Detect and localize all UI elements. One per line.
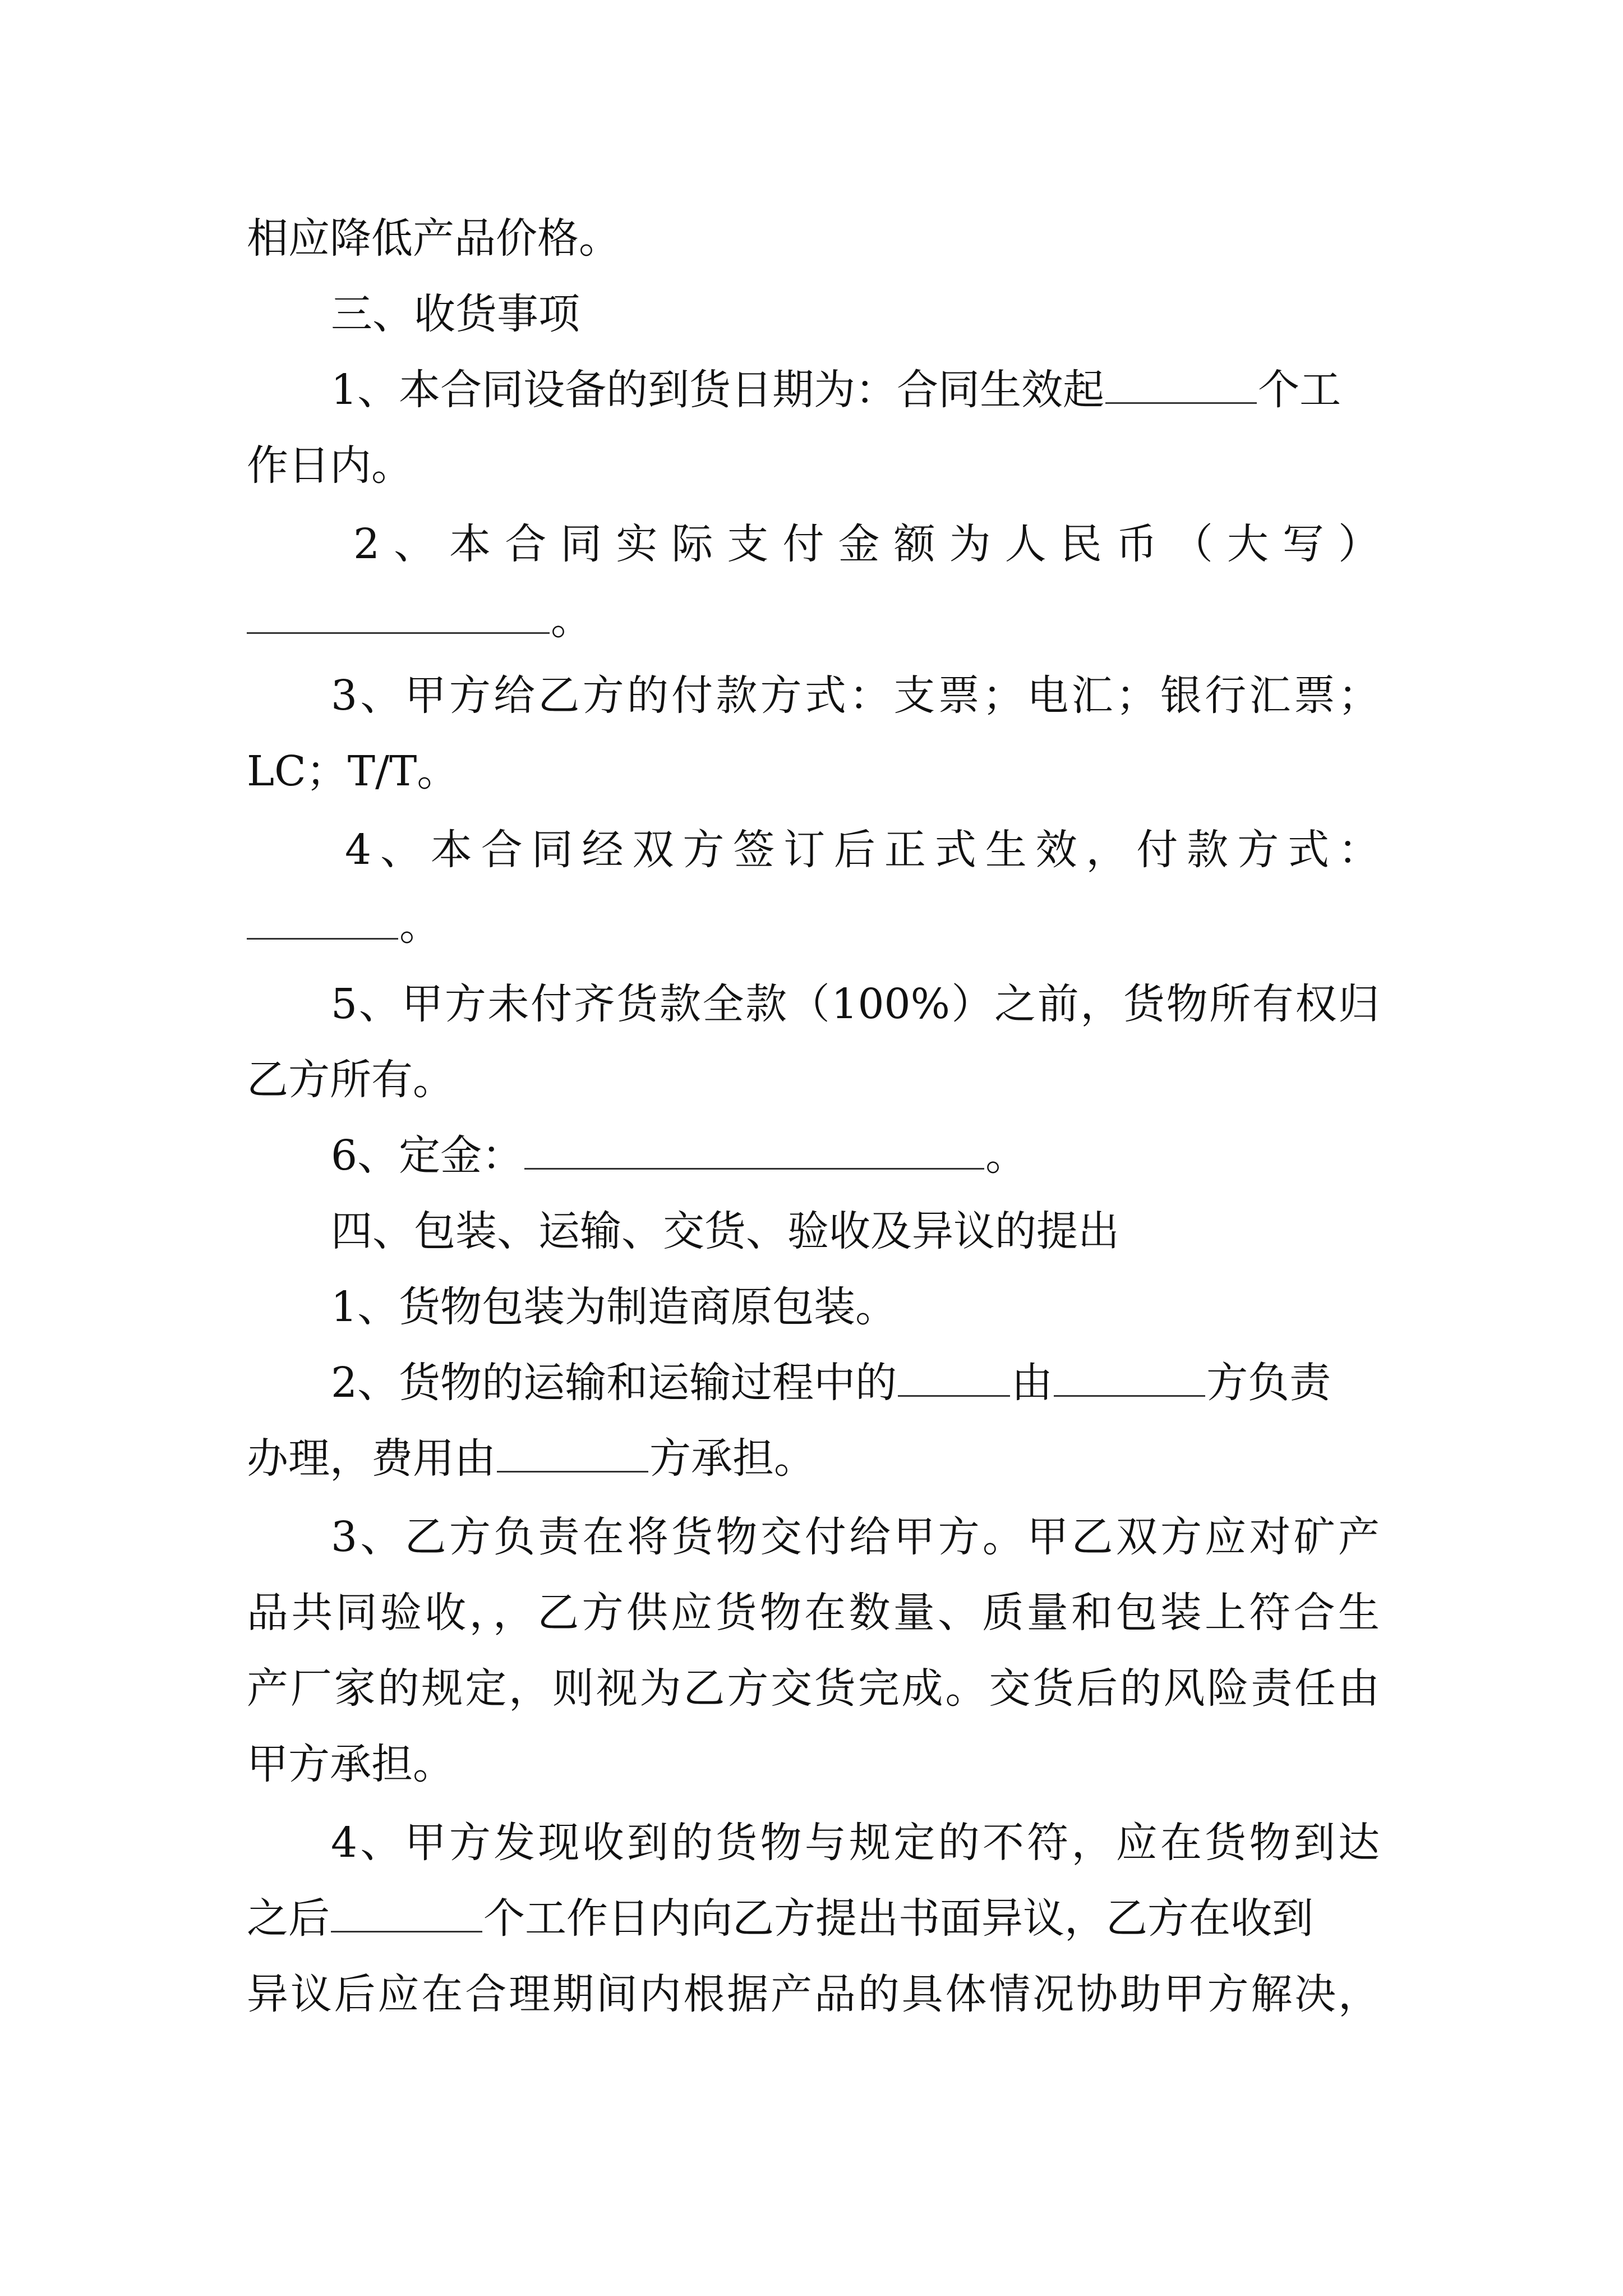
fill-blank[interactable] <box>1054 1359 1205 1397</box>
text-line <box>247 1585 1380 1641</box>
text: 5、甲方未付齐货款全款（100%）之前，货物所有权归 <box>331 980 1380 1028</box>
text: 相应降低产品价格。 <box>247 214 620 263</box>
heading-text: 三、收货事项 <box>331 290 580 338</box>
text: LC；T/T。 <box>247 747 459 795</box>
text: 办理，费用由 <box>247 1434 496 1483</box>
text-line <box>247 1052 1380 1108</box>
text: 3、甲方给乙方的付款方式：支票；电汇；银行汇票； <box>331 671 1380 720</box>
text-line <box>247 592 1380 648</box>
fill-blank[interactable] <box>331 1895 482 1932</box>
text-line <box>247 1890 1380 1947</box>
section-heading-3 <box>331 286 1380 342</box>
text: 1、本合同设备的到货日期为：合同生效起 <box>331 366 1105 414</box>
text-line <box>345 822 1380 878</box>
section-heading-4 <box>331 1203 1380 1259</box>
text-line <box>331 976 1380 1032</box>
text-line <box>247 438 1380 494</box>
fill-blank[interactable] <box>898 1359 1010 1397</box>
text-line <box>331 1355 1380 1411</box>
text: 个工 <box>1258 366 1341 414</box>
text-line <box>331 668 1380 724</box>
text-line <box>247 1660 1380 1717</box>
text-line <box>331 1279 1380 1335</box>
text: 异议后应在合理期间内根据产品的具体情况协助甲方解决， <box>247 1970 1380 2018</box>
text: 品共同验收，，乙方供应货物在数量、质量和包装上符合生 <box>247 1589 1380 1637</box>
text: 4、甲方发现收到的货物与规定的不符，应在货物到达 <box>331 1819 1380 1867</box>
text-line <box>331 362 1380 418</box>
text-line <box>247 743 1380 799</box>
text: 产厂家的规定，则视为乙方交货完成。交货后的风险责任由 <box>247 1664 1380 1713</box>
fill-blank[interactable] <box>497 1435 648 1473</box>
text-line <box>331 1509 1380 1565</box>
text: 甲方承担。 <box>247 1740 454 1788</box>
heading-text: 四、包装、运输、交货、验收及异议的提出 <box>331 1207 1119 1255</box>
fill-blank[interactable] <box>247 902 398 940</box>
text: 方承担。 <box>649 1434 815 1483</box>
text-line <box>331 1815 1380 1871</box>
text: 。 <box>399 901 441 950</box>
text-line <box>247 1736 1380 1792</box>
text: 4、本合同经双方签订后正式生效，付款方式： <box>345 826 1380 874</box>
text-line <box>331 1128 1380 1184</box>
text: 2、货物的运输和运输过程中的 <box>331 1359 897 1407</box>
text: 3、乙方负责在将货物交付给甲方。甲乙双方应对矿产 <box>331 1513 1380 1561</box>
text: 方负责 <box>1206 1359 1331 1407</box>
text: 乙方所有。 <box>247 1056 454 1104</box>
text: 6、定金： <box>331 1131 524 1180</box>
text-line <box>247 898 1380 954</box>
text: 由 <box>1011 1359 1053 1407</box>
fill-blank[interactable] <box>247 596 550 634</box>
text: 个工作日内向乙方提出书面异议，乙方在收到 <box>483 1894 1313 1943</box>
text: 作日内。 <box>247 441 413 490</box>
text-line <box>247 210 1380 266</box>
text: 1、货物包装为制造商原包装。 <box>331 1283 897 1331</box>
text: 。 <box>985 1131 1027 1180</box>
text-line <box>353 516 1380 572</box>
text: 之后 <box>247 1894 330 1943</box>
fill-blank[interactable] <box>1105 366 1257 404</box>
text-line <box>247 1430 1380 1487</box>
text-line <box>247 1966 1380 2022</box>
text: 。 <box>551 596 592 644</box>
text: 2、本合同实际支付金额为人民币（大写） <box>353 520 1380 568</box>
deposit-blank[interactable] <box>524 1132 984 1170</box>
